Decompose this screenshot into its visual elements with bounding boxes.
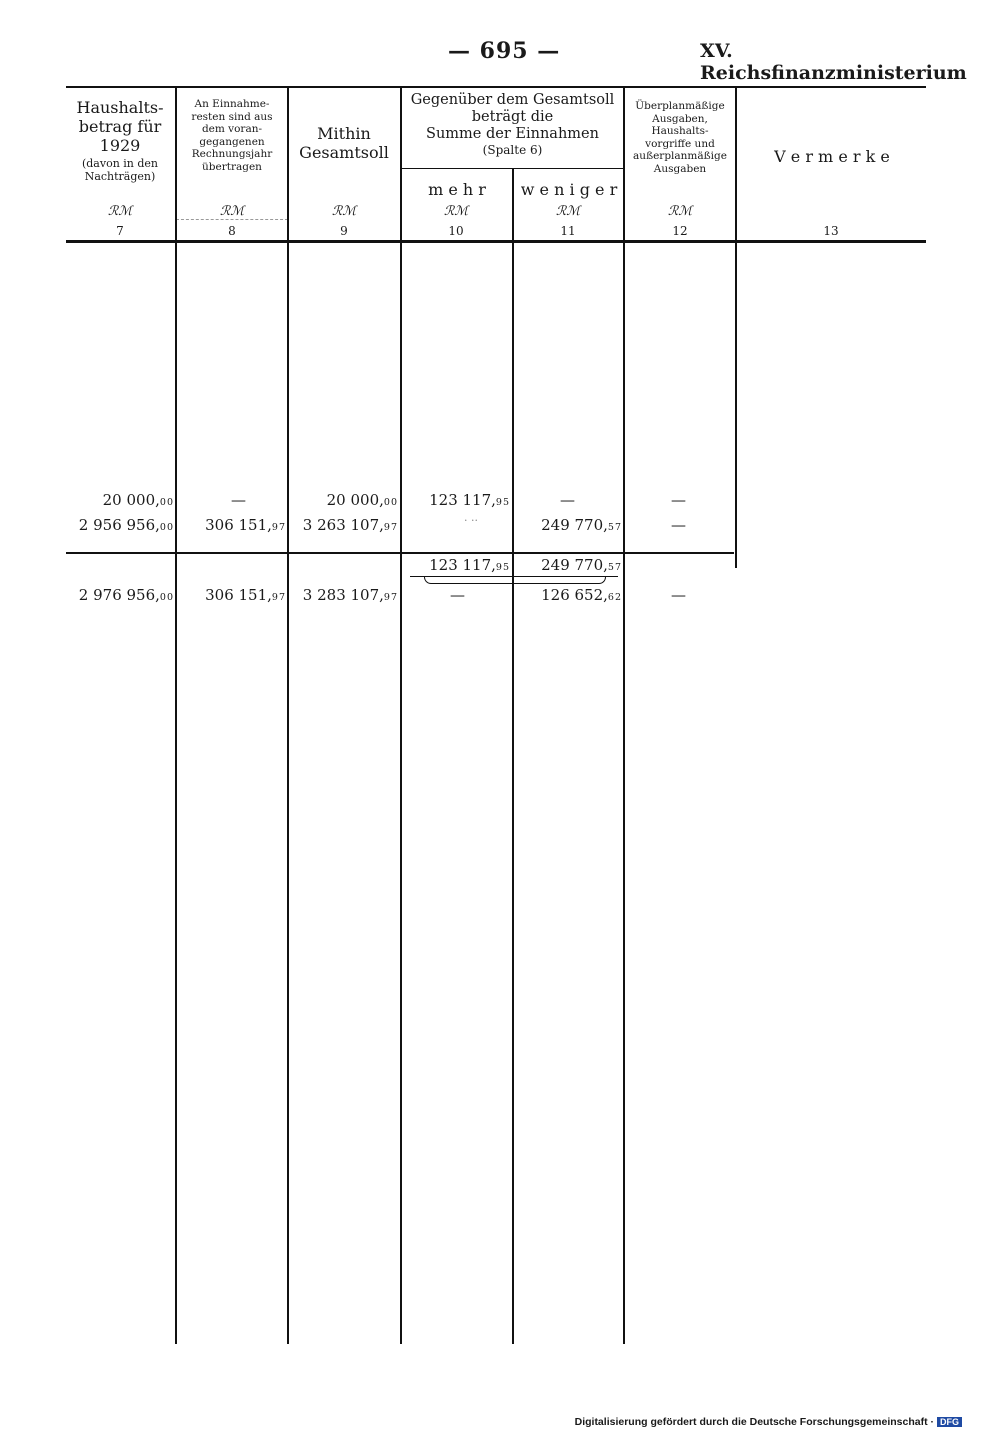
header-col-7: Haushalts- betrag für 1929 (davon in den Nachträgen): [76, 98, 164, 183]
unit-col-8: ℛℳ: [219, 204, 245, 219]
unit-col-11: ℛℳ: [555, 204, 581, 219]
row2-col12: —: [671, 516, 686, 534]
header-col-11-less: w e n i g e r: [520, 180, 618, 199]
colnum-7: 7: [116, 224, 124, 238]
unit-col-7: ℛℳ: [107, 204, 133, 219]
row1-col7: 20 000,00: [102, 491, 174, 509]
unit-col-10: ℛℳ: [443, 204, 469, 219]
colnum-10: 10: [448, 224, 464, 238]
colnum-12: 12: [672, 224, 688, 238]
total-col9: 3 283 107,97: [302, 586, 398, 604]
subtotal-col10: 123 117,95: [429, 556, 510, 574]
header-col-12: Überplanmäßige Ausgaben, Haushalts- vorgriffe und außerplanmäßige Ausgaben: [633, 100, 727, 175]
col-divider-11-12: [623, 88, 625, 1344]
colnum-13: 13: [823, 224, 839, 238]
subtotal-brace: [424, 577, 606, 584]
header-col-8: An Einnahme- resten sind aus dem voran- gegangenen Rechnungsjahr übertragen: [191, 98, 273, 173]
section-title: XV. Reichsfinanzministerium: [700, 40, 967, 84]
header-col-13-remarks: V e r m e r k e: [774, 147, 890, 166]
col-divider-8-9: [287, 88, 289, 1344]
row1-col10: 123 117,95: [429, 491, 510, 509]
total-col11: 126 652,62: [541, 586, 622, 604]
row1-col12: —: [671, 491, 686, 509]
colnum-11: 11: [560, 224, 576, 238]
page-number: — 695 —: [448, 38, 561, 64]
header-bottom-rule: [66, 240, 926, 243]
header-col-9: Mithin Gesamtsoll: [299, 124, 389, 162]
colnum-8: 8: [228, 224, 236, 238]
row2-col8: 306 151,97: [205, 516, 286, 534]
header-group-comparison: Gegenüber dem Gesamtsoll beträgt die Summe der Einnahmen (Spalte 6): [410, 92, 615, 157]
total-col12: —: [671, 586, 686, 604]
unit-col-12: ℛℳ: [667, 204, 693, 219]
row2-col7: 2 956 956,00: [78, 516, 174, 534]
col-divider-9-10: [400, 88, 402, 1344]
table-top-rule: [66, 86, 926, 88]
units-dotted-rule: [176, 219, 288, 220]
footer-text: Digitalisierung gefördert durch die Deutsche Forschungsgemeinschaft ·: [574, 1416, 934, 1428]
colnum-9: 9: [340, 224, 348, 238]
total-col7: 2 976 956,00: [78, 586, 174, 604]
row1-col9: 20 000,00: [326, 491, 398, 509]
row1-col11: —: [560, 491, 575, 509]
row2-col11: 249 770,57: [541, 516, 622, 534]
dfg-logo: DFG: [937, 1417, 962, 1427]
subtotal-col11: 249 770,57: [541, 556, 622, 574]
row2-col10: · ··: [464, 514, 478, 527]
col-divider-10-11: [512, 168, 514, 1344]
row1-col8: —: [231, 491, 246, 509]
header-col-10-more: m e h r: [428, 180, 486, 199]
total-col10: —: [450, 586, 465, 604]
col-divider-7-8: [175, 88, 177, 1344]
unit-col-9: ℛℳ: [331, 204, 357, 219]
total-col8: 306 151,97: [205, 586, 286, 604]
footer-credit: [575, 1416, 962, 1428]
row2-col9: 3 263 107,97: [302, 516, 398, 534]
